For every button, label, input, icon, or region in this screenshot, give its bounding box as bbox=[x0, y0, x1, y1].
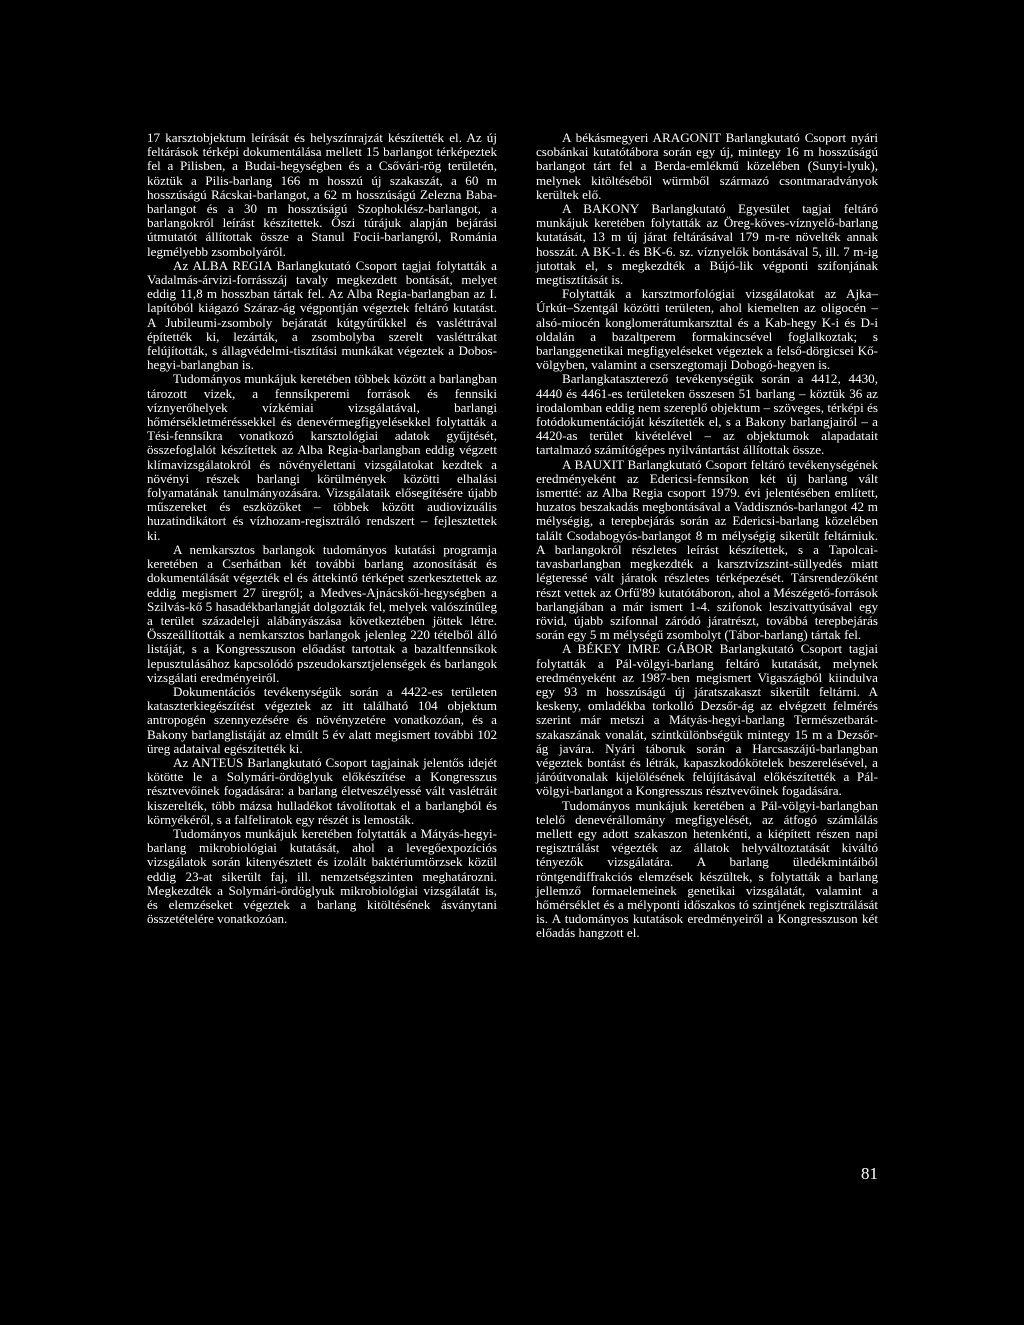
paragraph: Tudományos munkájuk keretében többek között a barlangban tározott vizek, a fennsíkperemi források és fennsiki víznyerőhelyek vízkémiai vizsgálatával, barlangi hőmérsékletméréssekkel és denevérmegfigyelésekkel folytatták a Tési-fennsíkra vonatkozó karsztológiai adatok gyűjtését, összefoglalót készítettek az Alba Regia-barlangban eddig végzett klímavizsgálatokról és növényélettani vizsgálatokat kezdtek a növényi részek barlangi körülmények közötti elhalási folyamatának tanulmányozására. Vizsgálataik elősegítésére újabb műszereket és eszközöket – többek között audiovizuális huzatindikátort és vízhozam-regisztráló rendszert – fejlesztettek ki. bbox=[147, 371, 497, 543]
left-text-column bbox=[147, 131, 497, 926]
right-text-column bbox=[536, 131, 878, 941]
paragraph: 17 karsztobjektum leírását és helyszínrajzát készítették el. Az új feltárások térképi dokumentálása mellett 15 barlangot térképeztek fel a Pilisben, a Budai-hegységben és a Csővári-rög területén, köztük a Pilis-barlang 166 m hosszú új szakaszát, a 60 m hosszúságú Rácskai-barlangot, a 62 m hosszúságú Zelezna Baba-barlangot és a 30 m hosszúságú Szophoklész-barlangot, a barlangokról leírást készítettek. Őszi túrájuk alapján bejárási útmutatót állítottak össze a Stanul Focii-barlangról, Románia legmélyebb zsombolyáról. bbox=[147, 130, 497, 259]
page-number: 81 bbox=[861, 1164, 878, 1183]
paragraph: Tudományos munkájuk keretében a Pál-völgyi-barlangban telelő denevérállomány megfigyelését, az átfogó számlálás mellett egy adott szakaszon hetenkénti, a kiépített részen napi regisztrálást végezték az állatok helyváltoztatását kiváltó tényezők vizsgálatára. A barlang üledékmintáiból röntgendiffrakciós elemzések készültek, s folytatták a barlang jellemző formaelemeinek genetikai vizsgálatát, valamint a hőmérséklet és a mélyponti időszakos tó szintjének regisztrálását is. A tudományos kutatások eredményeiről a Kongresszuson két előadás hangzott el. bbox=[536, 797, 878, 941]
paragraph: Barlangkataszterező tevékenységük során a 4412, 4430, 4440 és 4461-es területeken összesen 51 barlang – köztük 36 az irodalomban eddig nem szereplő objektum – szöveges, térképi és fotódokumentációját készítették el, s a Bakony barlangjairól – a 4420-as terület kivételével – az objektumok alapadatait tartalmazó számítógépes nyilvántartást állítottak össze. bbox=[536, 371, 878, 458]
paragraph: A BÉKEY IMRE GÁBOR Barlangkutató Csoport tagjai folytatták a Pál-völgyi-barlang feltáró kutatását, melynek eredményeként az 1987-ben megismert Vigaszágból kiindulva egy 93 m hosszúságú új járatszakaszt sikerült feltárni. A keskeny, omladékba torkolló Dezsőr-ág az elvégzett felmérés szerint már metszi a Mátyás-hegyi-barlang Természetbarát-szakaszának vonalát, szintkülönbségük mintegy 15 m a Dezsőr-ág javára. Nyári táboruk során a Harcsaszájú-barlangban végeztek bontást és létrák, kapaszkodókötelek beszerelésével, a járóútvonalak kijelölésének felújításával előkészítették a Pál-völgyi-barlangot a Kongresszus résztvevőinek fogadására. bbox=[536, 641, 878, 799]
paragraph: A nemkarsztos barlangok tudományos kutatási programja keretében a Cserhátban két további barlang azonosítását és dokumentálását végezték el és áttekintő térképet szerkesztettek az eddig megismert 27 üregről; a Medves-Ajnácskői-hegységben a Szilvás-kő 5 hasadékbarlangját dolgozták fel, melyek valószínűleg a terület századeleji alábányászása következtében jöttek létre. Összeállították a nemkarsztos barlangok jelenleg 220 tételből álló listáját, s a Kongresszuson előadást tartottak a bazaltfennsíkok lepusztulásához kapcsolódó pszeudokarsztjelenségek és barlangok vizsgálati eredményeiről. bbox=[147, 541, 497, 685]
paragraph: Az ANTEUS Barlangkutató Csoport tagjainak jelentős idejét kötötte le a Solymári-ördöglyuk előkészítése a Kongresszus résztvevőinek fogadására: a barlang életveszélyessé vált vaslétráit kiszerelték, több mázsa hulladékot távolítottak el a barlangból és környékéről, s a falfeliratok egy részét is lemosták. bbox=[147, 754, 497, 827]
paragraph: Tudományos munkájuk keretében folytatták a Mátyás-hegyi-barlang mikrobiológiai kutatását, ahol a levegőexpozíciós vizsgálatok során kitenyésztett és izolált baktériumtörzsek közül eddig 23-at sikerült faj, ill. nemzetségszinten meghatározni. Megkezdték a Solymári-ördöglyuk mikrobiológiai vizsgálatát is, és elemzéseket végeztek a barlang kitöltésének ásványtani összetételére vonatkozóan. bbox=[147, 825, 497, 927]
paragraph: A békásmegyeri ARAGONIT Barlangkutató Csoport nyári csobánkai kutatótábora során egy új, mintegy 16 m hosszúságú barlangot tárt fel a Berda-emlékmű közelében (Sunyi-lyuk), melynek kitöltéséből würmből származó csontmaradványok kerültek elő. bbox=[536, 130, 878, 202]
paragraph: Folytatták a karsztmorfológiai vizsgálatokat az Ajka–Úrkút–Szentgál közötti területen, ahol kiemelten az oligocén – alsó-miocén konglomerátumkarszttal és a Kab-hegy K-i és D-i oldalán a bazaltperem formakincsével foglalkoztak; s barlanggenetikai megfigyeléseket végeztek a felső-dörgicsei Kő-völgyben, valamint a cserszegtomaji Dobogó-hegyen is. bbox=[536, 286, 878, 373]
paragraph: A BAUXIT Barlangkutató Csoport feltáró tevékenységének eredményeként az Edericsi-fennsíkon két új barlang vált ismertté: az Alba Regia csoport 1979. évi jelentésében említett, huzatos beszakadás megbontásával a Vaddisznós-barlangot 42 m mélységig, a terepbejárás során az Edericsi-barlang közelében talált Csodabogyós-barlangot 8 m mélységig sikerült feltárniuk. A barlangokról részletes leírást készítettek, s a Tapolcai-tavasbarlangban megkezdték a karsztvízszint-süllyedés miatt légteressé vált járatok részletes térképezését. Társrendezőként részt vettek az Orfű'89 kutatótáboron, ahol a Mészégető-források barlangjában a már ismert 1-4. szifonok leszivattyúsával egy rövid, újabb szifonnal záródó járatrészt, továbbá terepbejárás során egy 5 m mélységű zsombolyt (Tábor-barlang) tártak fel. bbox=[536, 456, 878, 643]
paragraph: Az ALBA REGIA Barlangkutató Csoport tagjai folytatták a Vadalmás-árvizi-forrásszáj tavaly megkezdett bontását, melyet eddig 11,8 m hosszban tártak fel. Az Alba Regia-barlangban az I. lapítóból kiágazó Száraz-ág végpontján végeztek feltáró kutatást. A Jubileumi-zsomboly bejáratát kútgyűrűkkel és vasléttrával építették ki, lezárták, a zsombolyba szerelt vasléttrákat felújították, s állagvédelmi-tisztítási munkákat végeztek a Dobos-hegyi-barlangban is. bbox=[147, 257, 497, 373]
paragraph: Dokumentációs tevékenységük során a 4422-es területen kataszterkiegészítést végeztek az itt található 104 objektum antropogén szennyezésére és növényzetére vonatkozóan, és a Bakony barlanglistáját az elmúlt 5 év alatt megismert további 102 üreg adataival egészítették ki. bbox=[147, 683, 497, 756]
paragraph: A BAKONY Barlangkutató Egyesület tagjai feltáró munkájuk keretében folytatták az Öreg-köves-víznyelő-barlang kutatását, 13 m új járat feltárásával 179 m-re növelték annak hosszát. A BK-1. és BK-6. sz. víznyelők bontásával 5, ill. 7 m-ig jutottak el, s megkezdték a Bújó-lik végponti szifonjának megtisztítását is. bbox=[536, 201, 878, 288]
